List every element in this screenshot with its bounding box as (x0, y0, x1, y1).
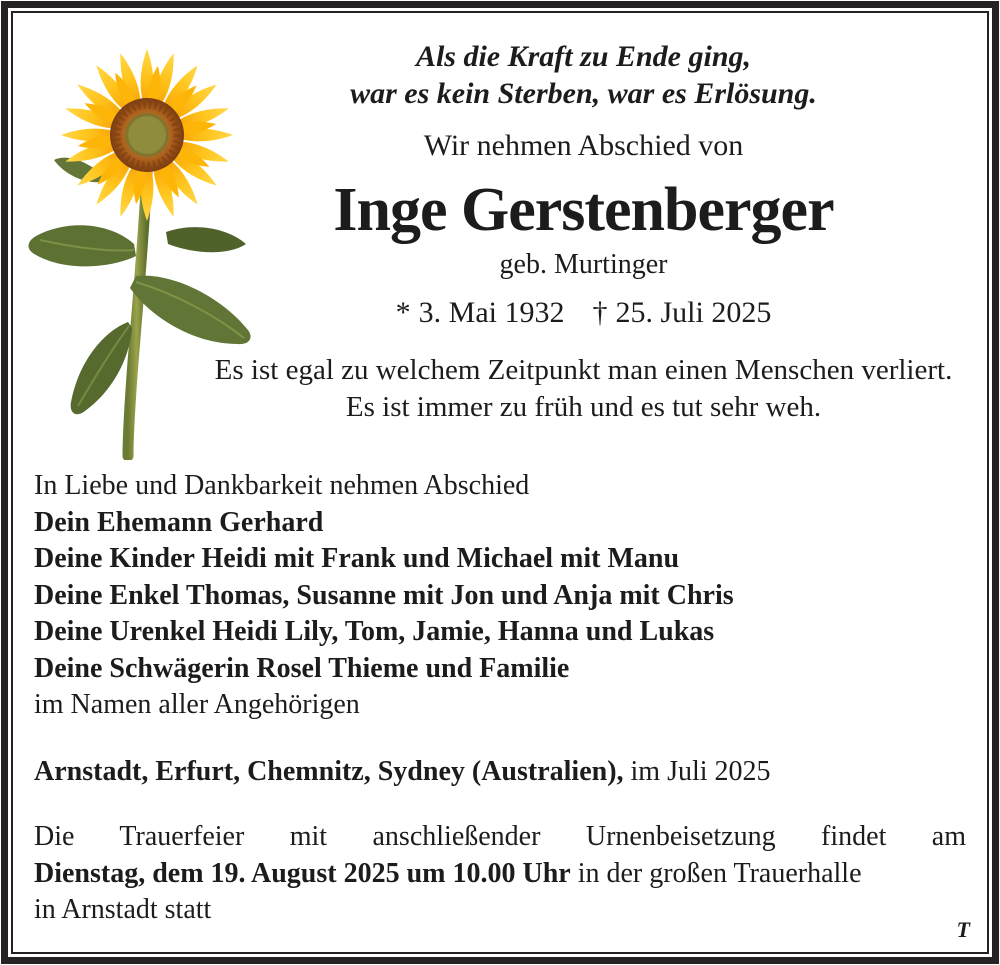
mourner-line-children: Deine Kinder Heidi mit Frank und Michael mit Manu (34, 543, 680, 574)
epitaph-line-1: Es ist egal zu welchem Zeitpunkt man einen Menschen verliert. (214, 354, 953, 386)
mourner-line-sister-in-law: Deine Schwägerin Rosel Thieme und Familie (34, 652, 570, 684)
mourners-intro: In Liebe und Dankbarkeit nehmen Abschied (34, 470, 530, 501)
verse-line-1: Als die Kraft zu Ende ging, (415, 40, 752, 73)
funeral-datetime-text: Dienstag, dem 19. August 2025 um 10.00 Uhr (34, 857, 571, 889)
deceased-name: Inge Gerstenberger (333, 176, 834, 244)
funeral-line-1: Die Trauerfeier mit anschließender Urnenbeisetzung findet am (34, 821, 966, 852)
death-date-text: 25. Juli 2025 (615, 296, 772, 329)
mourner-line-great-grandchildren: Deine Urenkel Heidi Lily, Tom, Jamie, Hanna und Lukas (34, 616, 715, 647)
funeral-line-2 (34, 856, 966, 893)
birth-date-text: 3. Mai 1932 (418, 296, 565, 329)
birth-date (396, 296, 565, 329)
funeral-info (34, 819, 966, 929)
mourner-line-grandchildren: Deine Enkel Thomas, Susanne mit Jon und Anja mit Chris (34, 579, 734, 611)
header-block (185, 38, 982, 426)
farewell-intro: Wir nehmen Abschied von (423, 129, 744, 162)
death-date (592, 296, 771, 329)
life-dates (185, 296, 982, 330)
places-line (34, 754, 966, 791)
epitaph-line-2: Es ist immer zu früh und es tut sehr weh. (345, 391, 822, 423)
funeral-line-3: in Arnstadt statt (34, 894, 212, 925)
birth-star-symbol: * (395, 296, 411, 329)
mourner-line-husband: Dein Ehemann Gerhard (34, 506, 324, 538)
death-cross-symbol: † (592, 296, 608, 329)
epitaph (185, 352, 982, 426)
maiden-name: geb. Murtinger (499, 249, 668, 280)
publisher-mark: T (956, 917, 970, 942)
notice-date-text: im Juli 2025 (623, 755, 771, 787)
opening-verse (185, 38, 982, 112)
body-block (34, 468, 966, 929)
funeral-location-text: in der großen Trauerhalle (570, 857, 862, 889)
cities-text: Arnstadt, Erfurt, Chemnitz, Sydney (Australien), (34, 755, 624, 787)
verse-line-2: war es kein Sterben, war es Erlösung. (350, 77, 817, 110)
mourners-outro: im Namen aller Angehörigen (34, 689, 360, 720)
